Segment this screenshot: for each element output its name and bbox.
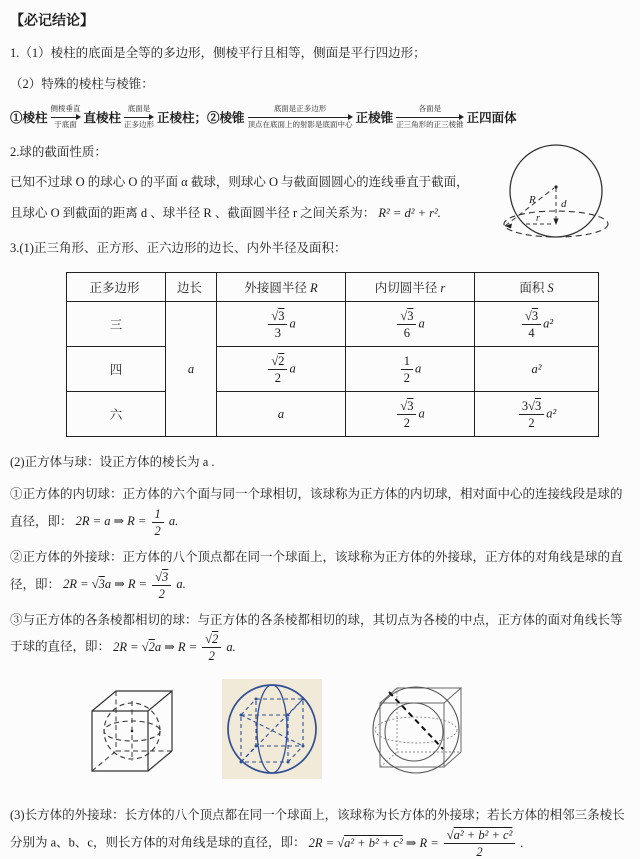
header-circumradius: 外接圆半径 R: [217, 273, 346, 302]
cube-sphere-figures: [80, 675, 630, 783]
label-d: d: [561, 197, 567, 210]
arrow-label-bottom: 正多边形: [124, 120, 155, 129]
cell-inradius: $\frac{√3}{2}$ a: [346, 392, 475, 437]
cell-area: a²: [475, 347, 599, 392]
arrow-label-bottom: 顶点在底面上的射影是底面中心: [247, 120, 353, 129]
cell-shape: 三: [67, 302, 166, 347]
flow-node-tetrahedron: 正四面体: [466, 111, 517, 125]
flow-node-prism: ①棱柱: [10, 111, 48, 125]
table-row: [67, 392, 599, 437]
formula-circumsphere: 2R = √3a ⇒ R = $\frac{√3}{2}$ a.: [63, 569, 186, 601]
sec2-line1: 已知不过球 O 的球心 O 的平面 α 截球，则球心 O 与截面圆圆心的连线垂直于截面，: [10, 175, 469, 190]
sec4-item1: ①正方体的内切球：正方体的六个面与同一个球相切，该球称为正方体的内切球，相对面中心的连接线段是球的直径，即： 2R = a ⇒ R = $\frac{1}{2}$ a.: [10, 487, 623, 538]
cube-edge-tangent-sphere-figure: [364, 675, 472, 783]
page-title: 【必记结论】: [10, 14, 94, 29]
formula-edge-tangent-sphere: 2R = √2a ⇒ R = $\frac{√2}{2}$ a.: [113, 632, 236, 664]
header-side: 边长: [166, 273, 217, 302]
table-row: [67, 302, 599, 347]
header-area: 面积 S: [475, 273, 599, 302]
sec4-item3: ③与正方体的各条棱都相切的球：与正方体的各条棱都相切的球，其切点为各棱的中点，正方体的面对角线长等于球的直径，即： 2R = √2a ⇒ R = $\frac{√2}{2}$ a.: [10, 612, 623, 664]
sec2-heading: 2.球的截面性质：: [10, 144, 107, 159]
cube-circumsphere-figure: [222, 679, 322, 779]
cell-shape: 四: [67, 347, 166, 392]
flow-arrow-4: [396, 104, 464, 130]
flow-node-regular-pyramid: 正棱锥: [355, 111, 394, 125]
sec4-item2: ②正方体的外接球：正方体的八个顶点都在同一个球面上，该球称为正方体的外接球，正方体的对角线是球的直径，即： 2R = √3a ⇒ R = $\frac{√3}{2}$ a.: [10, 549, 623, 601]
cell-side-length: a: [166, 302, 217, 437]
cell-shape: 六: [67, 392, 166, 437]
sphere-section: [10, 142, 630, 269]
table-row: [67, 347, 599, 392]
cell-inradius: $\frac{1}{2}$ a: [346, 347, 475, 392]
flow-arrow-2: [124, 104, 154, 130]
arrow-label-top: 底面是: [127, 104, 151, 114]
polygon-table: [66, 272, 599, 437]
formula-cuboid-circumsphere: 2R = √a² + b² + c² ⇒ R = $\frac{\text{√a² + b² + c²}}{2}$ .: [308, 828, 524, 859]
label-r: r: [536, 212, 540, 224]
cuboid-circumsphere-section: [10, 803, 630, 859]
sec5-text: (3)长方体的外接球：长方体的八个顶点都在同一个球面上，该球称为长方体的外接球；若长方体的相邻三条棱长分别为 a、b、c，则长方体的对角线是球的直径，即： 2R = √a² + b² + c² ⇒ R = $\frac{\text{√a² + b² + c²}}{2}$ .: [10, 808, 625, 859]
label-R: R: [529, 193, 536, 206]
cell-circumradius: a: [217, 392, 346, 437]
sec1-line1: 1.（1）棱柱的底面是全等的多边形，侧棱平行且相等，侧面是平行四边形；: [10, 46, 426, 60]
flow-node-regular-prism: 正棱柱；: [157, 111, 208, 125]
formula-insphere: 2R = a ⇒ R = $\frac{1}{2}$ a.: [75, 506, 179, 538]
cell-area: $\frac{3√3}{2}$ a²: [475, 392, 599, 437]
cell-inradius: $\frac{√3}{6}$ a: [346, 302, 475, 347]
cube-sphere-section: [10, 451, 630, 663]
arrow-label-top: 各面是: [418, 104, 442, 114]
cube-insphere-figure: [80, 679, 180, 779]
sec1-line2: （2）特殊的棱柱与棱锥：: [10, 76, 154, 91]
arrow-label-top: 底面是正多边形: [273, 104, 327, 114]
header-polygon: 正多边形: [67, 273, 166, 302]
flow-arrow-3: [248, 104, 353, 130]
flow-node-right-prism: 直棱柱: [83, 111, 122, 125]
sphere-cross-section-figure: [492, 142, 630, 254]
flow-node-pyramid: ②棱锥: [207, 111, 245, 125]
sec3-heading: 3.(1)正三角形、正方形、正六边形的边长、内外半径及面积：: [10, 240, 347, 255]
flow-arrow-1: [51, 104, 81, 130]
cell-circumradius: $\frac{√3}{3}$ a: [217, 302, 346, 347]
sphere-relation-formula: R² = d² + r².: [378, 206, 441, 220]
arrow-label-bottom: 于底面: [54, 120, 77, 129]
sec4-intro: (2)正方体与球：设正方体的棱长为 a .: [10, 455, 215, 470]
header-inradius: 内切圆半径 r: [346, 273, 475, 302]
arrow-label-top: 侧棱垂直: [50, 104, 81, 114]
cell-area: $\frac{√3}{4}$ a²: [475, 302, 599, 347]
sec2-line2: 且球心 O 到截面的距离 d 、球半径 R 、截面圆半径 r 之间关系为： R² = d² + r².: [10, 206, 441, 220]
table-header-row: [67, 273, 599, 302]
prism-classification-flow: [10, 104, 630, 130]
arrow-label-bottom: 正三角形的正三棱锥: [396, 120, 464, 129]
cell-circumradius: $\frac{√2}{2}$ a: [217, 347, 346, 392]
